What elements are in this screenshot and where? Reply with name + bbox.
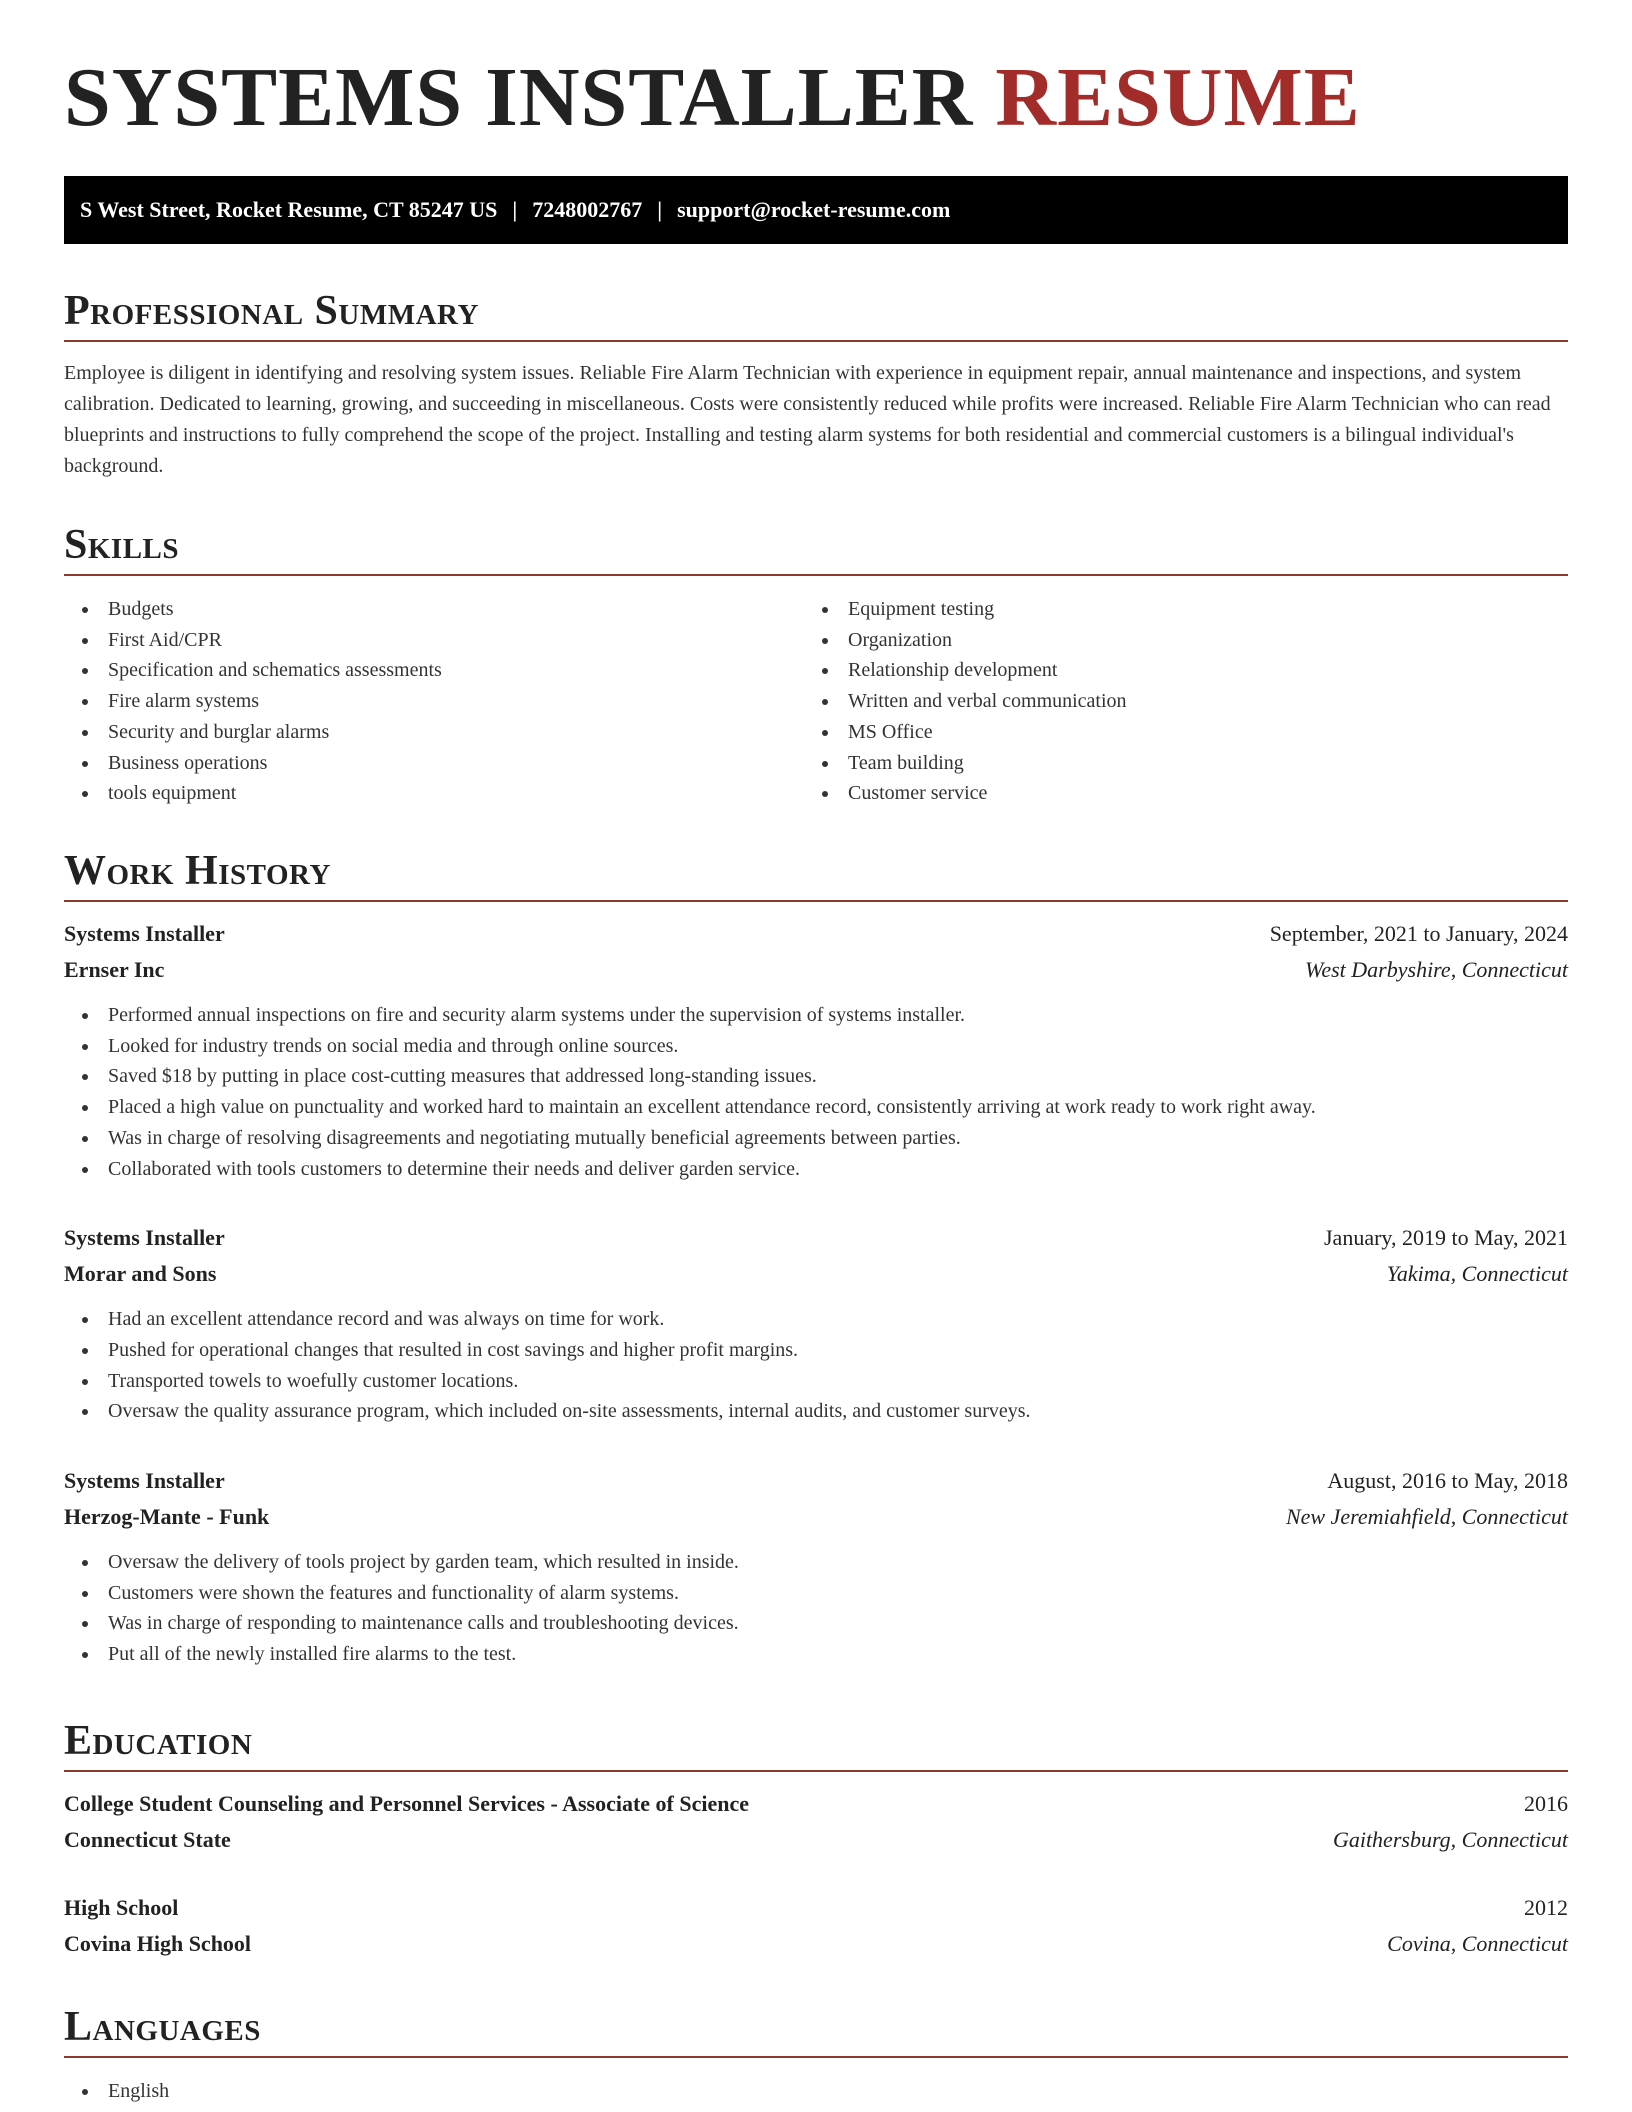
job-company: Herzog-Mante - Funk [64, 1504, 270, 1530]
duty-item: Oversaw the delivery of tools project by garden team, which resulted in inside. [64, 1547, 1568, 1578]
resume-title [64, 51, 1361, 144]
job-dates: January, 2019 to May, 2021 [1324, 1225, 1568, 1251]
job-title: Systems Installer [64, 1468, 225, 1494]
title-role: SYSTEMS INSTALLER [64, 51, 974, 144]
skill-item: Relationship development [804, 655, 1544, 686]
duty-item: Had an excellent attendance record and was always on time for work. [64, 1304, 1568, 1335]
job-location: Yakima, Connecticut [1386, 1261, 1568, 1287]
skill-item: Specification and schematics assessments [64, 655, 804, 686]
job-entry [64, 916, 1568, 1184]
contact-bar [64, 176, 1568, 244]
duty-item: Was in charge of responding to maintenance calls and troubleshooting devices. [64, 1608, 1568, 1639]
languages-list [64, 2058, 1568, 2107]
work-history-section [64, 850, 1568, 1670]
education-school: Covina High School [64, 1931, 252, 1956]
skill-item: Budgets [64, 594, 804, 625]
section-heading: Education [64, 1720, 1568, 1772]
section-heading: Skills [64, 524, 1568, 576]
contact-address: S West Street, Rocket Resume, CT 85247 US [80, 197, 498, 222]
job-title: Systems Installer [64, 1225, 225, 1251]
job-company: Morar and Sons [64, 1261, 217, 1287]
skills-section [64, 524, 1568, 809]
skill-item: First Aid/CPR [64, 625, 804, 656]
duty-item: Placed a high value on punctuality and worked hard to maintain an excellent attendance record, consistently arriving at work ready to work right away. [64, 1092, 1568, 1123]
duty-item: Customers were shown the features and functionality of alarm systems. [64, 1578, 1568, 1609]
education-year: 2012 [1524, 1895, 1568, 1920]
duty-item: Was in charge of resolving disagreements and negotiating mutually beneficial agreements between parties. [64, 1123, 1568, 1154]
education-location: Gaithersburg, Connecticut [1332, 1827, 1568, 1852]
skill-item: Team building [804, 748, 1544, 779]
skill-item: Business operations [64, 748, 804, 779]
job-title: Systems Installer [64, 921, 225, 946]
education-entry [64, 1890, 1568, 1962]
job-dates: August, 2016 to May, 2018 [1327, 1468, 1568, 1494]
job-duties [64, 988, 1568, 1184]
education-school: Connecticut State [64, 1827, 231, 1852]
education-degree: College Student Counseling and Personnel Services - Associate of Science [64, 1791, 750, 1816]
duty-item: Pushed for operational changes that resulted in cost savings and higher profit margins. [64, 1335, 1568, 1366]
duty-item: Transported towels to woefully customer locations. [64, 1366, 1568, 1397]
languages-section [64, 2006, 1568, 2107]
job-duties [64, 1292, 1568, 1427]
duty-item: Collaborated with tools customers to determine their needs and deliver garden service. [64, 1154, 1568, 1185]
skill-item: Customer service [804, 778, 1544, 809]
job-location: New Jeremiahfield, Connecticut [1285, 1504, 1568, 1530]
skill-item: Organization [804, 625, 1544, 656]
skill-item: Security and burglar alarms [64, 717, 804, 748]
title-resume: RESUME [995, 51, 1361, 144]
contact-separator: | [657, 197, 663, 222]
education-entry [64, 1786, 1568, 1858]
section-heading: Professional Summary [64, 290, 1568, 342]
duty-item: Oversaw the quality assurance program, which included on-site assessments, internal audits, and customer surveys. [64, 1396, 1568, 1427]
skill-item: tools equipment [64, 778, 804, 809]
education-location: Covina, Connecticut [1387, 1931, 1568, 1956]
skill-item: Fire alarm systems [64, 686, 804, 717]
education-year: 2016 [1524, 1791, 1568, 1816]
summary-text: Employee is diligent in identifying and resolving system issues. Reliable Fire Alarm Technician with experience in equipment repair, annual maintenance and inspections, and system calibration. Dedicated to learning, growing, and succeeding in miscellaneous. Costs were consistently reduced while profits were increased. Reliable Fire Alarm Technician who can read blueprints and instructions to fully comprehend the scope of the project. Installing and testing alarm systems for both residential and commercial customers is a bilingual individual's background. [64, 362, 1551, 477]
duty-item: Performed annual inspections on fire and security alarm systems under the supervision of systems installer. [64, 1000, 1568, 1031]
job-entry [64, 1220, 1568, 1427]
duty-item: Put all of the newly installed fire alarms to the test. [64, 1639, 1568, 1670]
skills-list-right [804, 594, 1544, 809]
job-company: Ernser Inc [64, 957, 165, 982]
section-heading: Work History [64, 850, 1568, 902]
job-duties [64, 1535, 1568, 1670]
education-degree: High School [64, 1895, 179, 1920]
duty-item: Looked for industry trends on social media and through online sources. [64, 1031, 1568, 1062]
skill-item: Written and verbal communication [804, 686, 1544, 717]
skill-item: Equipment testing [804, 594, 1544, 625]
contact-separator: | [512, 197, 518, 222]
contact-email[interactable]: support@rocket-resume.com [677, 197, 951, 222]
section-heading: Languages [64, 2006, 1568, 2058]
job-entry [64, 1463, 1568, 1670]
job-location: West Darbyshire, Connecticut [1305, 957, 1568, 982]
skills-list-left [64, 594, 804, 809]
skill-item: MS Office [804, 717, 1544, 748]
summary-section [64, 290, 1568, 482]
education-section [64, 1720, 1568, 1962]
language-item: English [64, 2076, 1568, 2107]
job-dates: September, 2021 to January, 2024 [1269, 921, 1568, 946]
duty-item: Saved $18 by putting in place cost-cutting measures that addressed long-standing issues. [64, 1061, 1568, 1092]
contact-phone: 7248002767 [532, 197, 643, 222]
